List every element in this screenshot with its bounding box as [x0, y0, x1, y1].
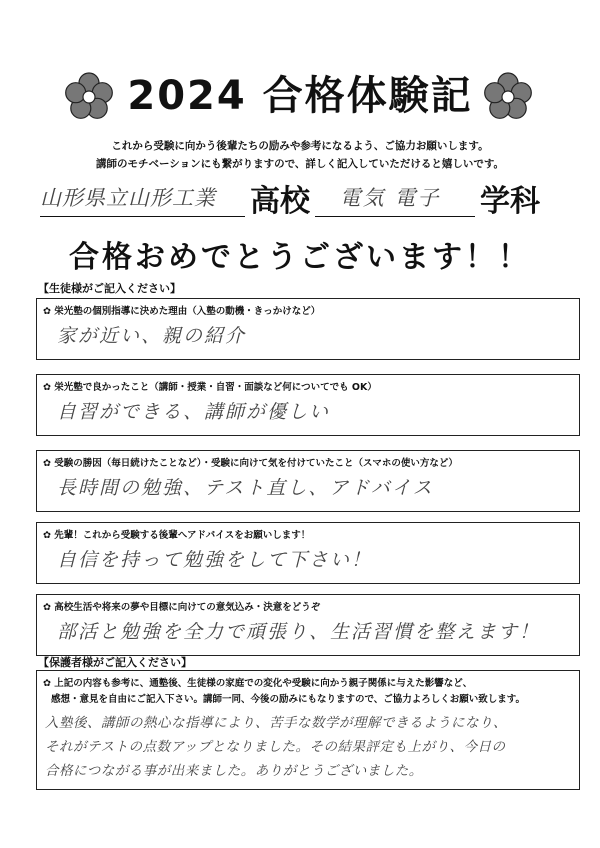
flower-bullet-icon: ✿ [43, 530, 51, 541]
question-box-reason [36, 298, 580, 360]
school-suffix: 高校 [250, 184, 310, 219]
question-box-good-points [36, 374, 580, 436]
guardian-label-line-2: 感想・意見を自由にご記入下さい。講師一同、今後の励みにもなりますので、ご協力よろしくお願い致します。 [51, 694, 526, 705]
guardian-label-line-1: ✿ 上記の内容も参考に、通塾後、生徒様の家庭での変化や受験に向かう親子関係に与えた影響など、 [43, 678, 473, 689]
answer-text: 長時間の勉強、テスト直し、アドバイス [57, 477, 434, 499]
intro-line-2: 講師のモチベーションにも繋がりますので、詳しく記入していただけると嬉しいです。 [95, 158, 505, 170]
flower-bullet-icon: ✿ [43, 678, 51, 689]
flower-bullet-icon: ✿ [43, 306, 51, 317]
guardian-answer-line: 入塾後、講師の熱心な指導により、苦手な数学が理解できるようになり、 [45, 715, 507, 731]
answer-text: 家が近い、親の紹介 [57, 325, 247, 347]
flower-bullet-icon: ✿ [43, 382, 51, 393]
cherry-blossom-icon [64, 72, 114, 122]
guardian-comment-box [36, 670, 580, 790]
school-name-underline [40, 216, 245, 217]
guardian-section-header: 【保護者様がご記入ください】 [38, 656, 192, 669]
student-section-header: 【生徒様がご記入ください】 [38, 282, 181, 295]
department-name: 電気 電子 [339, 186, 441, 210]
cherry-blossom-icon [483, 72, 533, 122]
flower-bullet-icon: ✿ [43, 602, 51, 613]
school-name: 山形県立山形工業 [40, 186, 216, 210]
congratulations-heading: 合格おめでとうございます！！ [69, 240, 531, 275]
department-underline [315, 216, 475, 217]
title-row [0, 66, 600, 126]
answer-text: 自信を持って勉強をして下さい！ [57, 549, 373, 571]
flower-bullet-icon: ✿ [43, 458, 51, 469]
answer-text: 部活と勉強を全力で頑張り、生活習慣を整えます！ [57, 621, 541, 643]
question-label: ✿ 先輩！これから受験する後輩へアドバイスをお願いします！ [43, 530, 311, 541]
question-label: ✿ 受験の勝因（毎日続けたことなど）・受験に向けて気を付けていたこと（スマホの使い方など） [43, 458, 458, 469]
guardian-answer-line: それがテストの点数アップとなりました。その結果評定も上がり、今日の [45, 739, 506, 755]
guardian-answer-line: 合格につながる事が出来ました。ありがとうございました。 [45, 763, 423, 779]
answer-text: 自習ができる、講師が優しい [57, 401, 331, 423]
question-label: ✿ 高校生活や将来の夢や目標に向けての意気込み・決意をどうぞ [43, 602, 321, 613]
school-row [40, 176, 580, 226]
question-label: ✿ 栄光塾の個別指導に決めた理由（入塾の動機・きっかけなど） [43, 306, 321, 317]
question-label: ✿ 栄光塾で良かったこと（講師・授業・自習・面談など何についてでも OK） [43, 382, 377, 393]
page-title: 2024 合格体験記 [127, 73, 473, 119]
intro-line-1: これから受験に向かう後輩たちの励みや参考になるよう、ご協力お願いします。 [111, 140, 489, 152]
question-box-aspirations [36, 594, 580, 656]
question-box-advice [36, 522, 580, 584]
department-suffix: 学科 [480, 184, 540, 219]
question-box-success-factor [36, 450, 580, 512]
